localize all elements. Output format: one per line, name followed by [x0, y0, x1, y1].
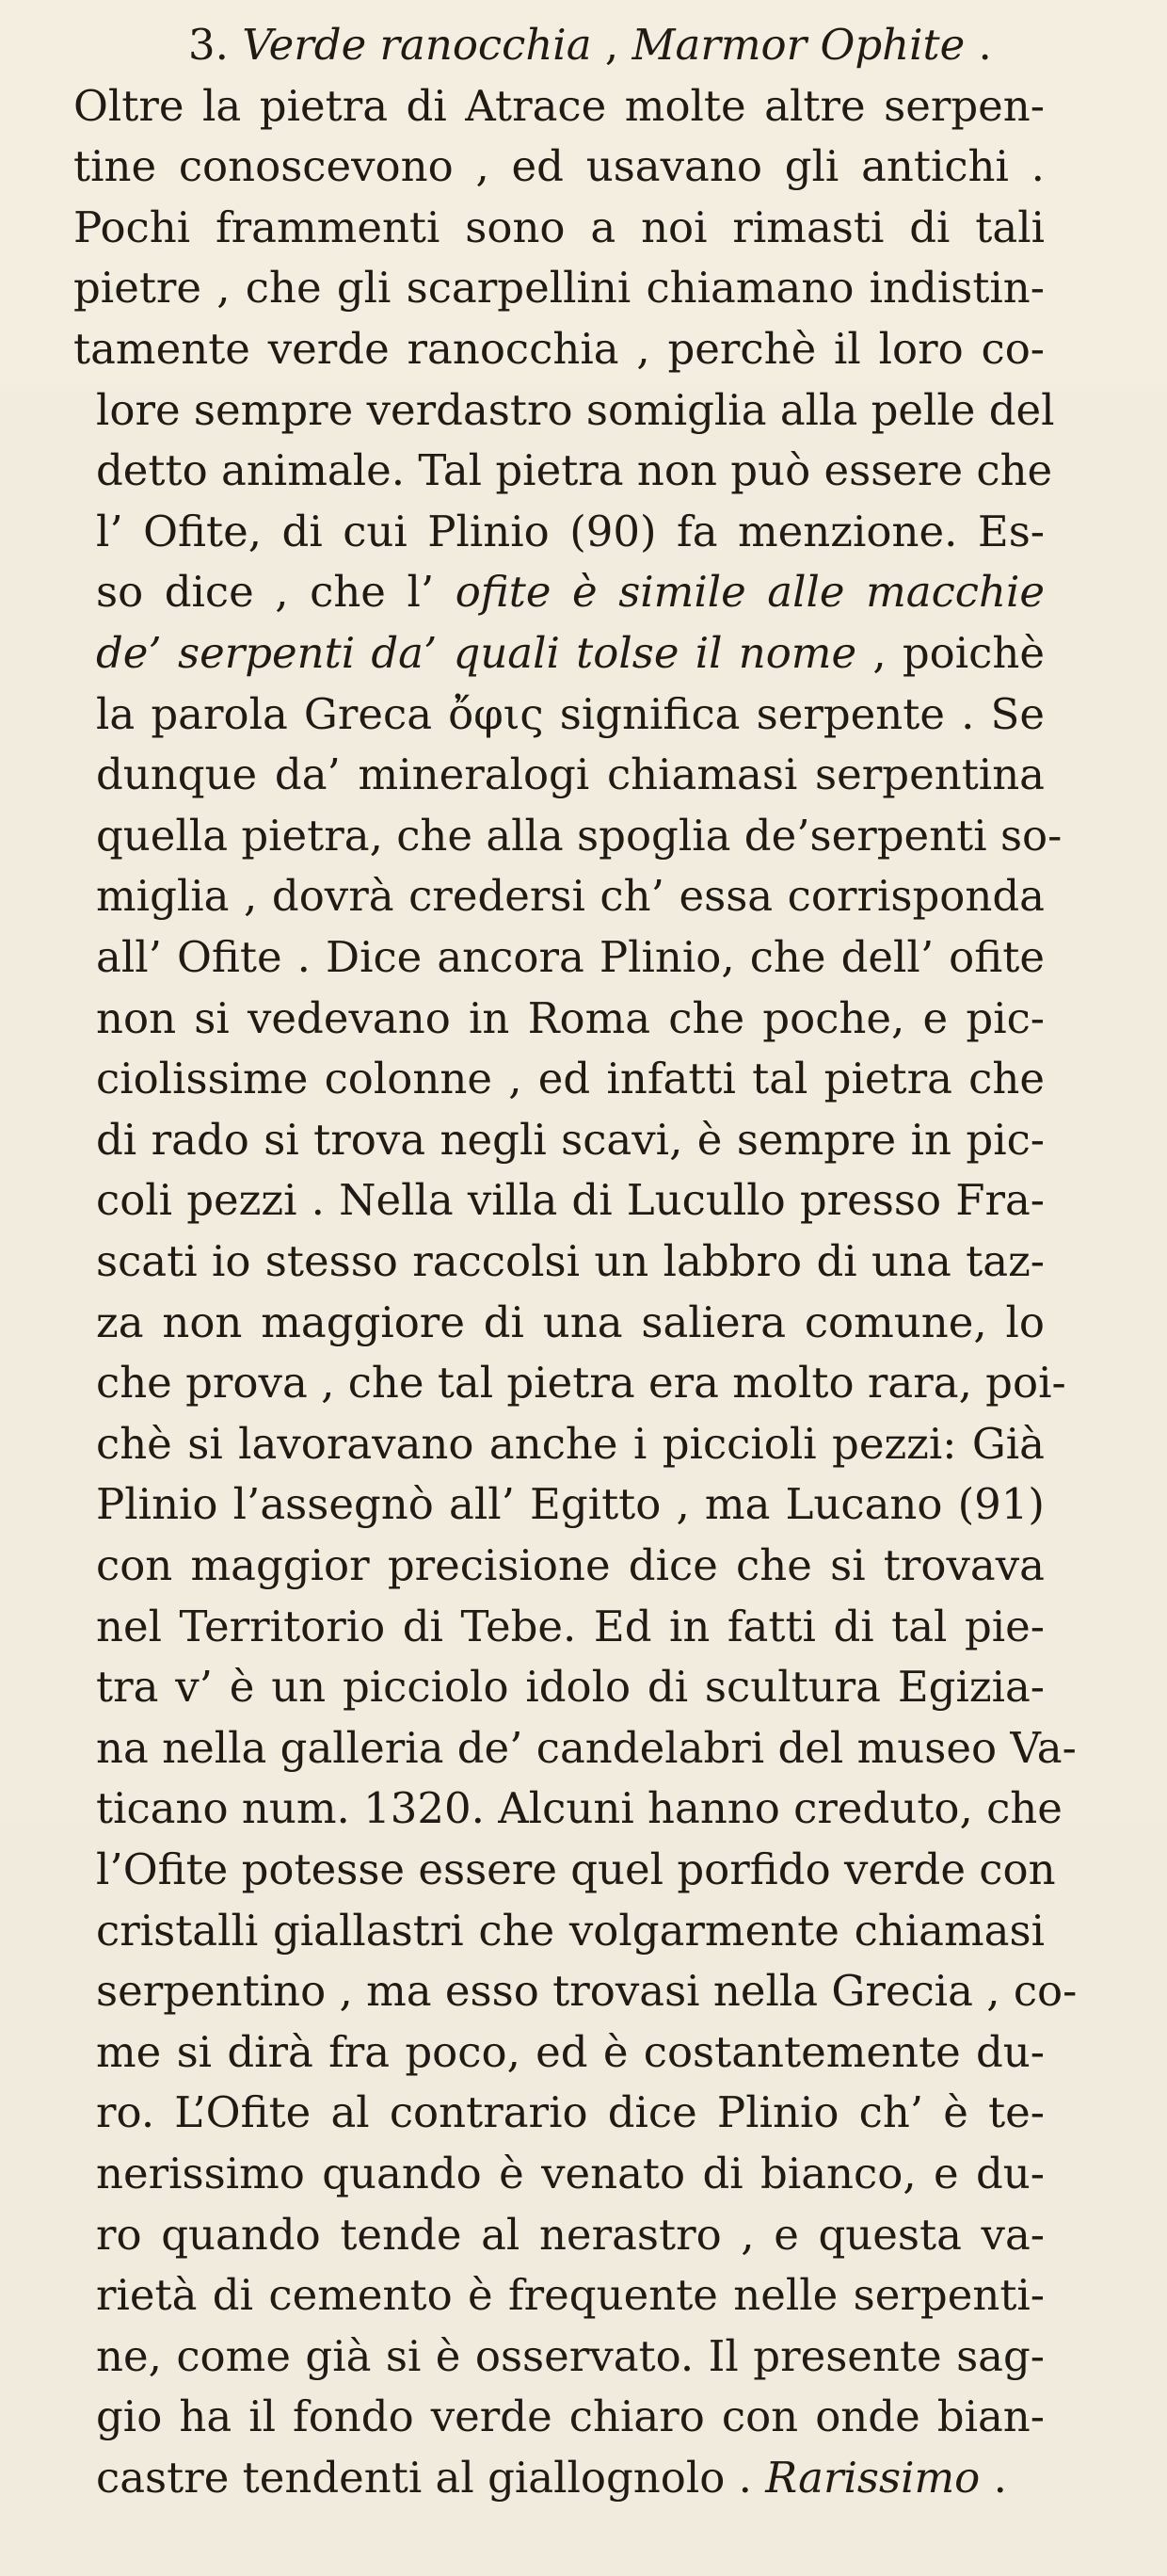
- text-span: , poichè: [856, 628, 1045, 678]
- italic-text: Marmor Ophite: [631, 20, 966, 70]
- text-span: non si vedevano in Roma che poche, e pic-: [96, 992, 1045, 1043]
- text-span: l’ Ofite, di cui Plinio (90) fa menzione. Es-: [96, 506, 1045, 556]
- text-line: [96, 1599, 1045, 1655]
- italic-text: Verde ranocchia: [242, 20, 592, 70]
- text-span: gio ha il fondo verde chiaro con onde bian-: [96, 2391, 1045, 2442]
- text-span: ticano num. 1320. Alcuni hanno creduto, che: [96, 1783, 1063, 1834]
- text-line: [96, 808, 1063, 864]
- text-line: [96, 1538, 1045, 1594]
- text-span: Pochi frammenti sono a noi rimasti di tali: [73, 201, 1045, 252]
- text-span: Oltre la pietra di Atrace molte altre serpen-: [73, 80, 1045, 131]
- text-line: [73, 200, 1045, 256]
- text-span: chè si lavoravano anche i piccioli pezzi: Già: [96, 1418, 1045, 1469]
- text-span: quella pietra, che alla spoglia de’serpenti so-: [96, 810, 1063, 861]
- text-span: serpentino , ma esso trovasi nella Grecia , co-: [96, 1966, 1078, 2017]
- text-line: [96, 2389, 1045, 2445]
- text-span: scati io stesso raccolsi un labbro di una taz-: [96, 1236, 1045, 1286]
- text-line: [96, 2328, 1045, 2385]
- text-span: ,: [591, 20, 632, 70]
- text-span: miglia , dovrà credersi ch’ essa corrisponda: [96, 871, 1045, 922]
- text-line: [96, 443, 1053, 499]
- text-line: [96, 1476, 1045, 1533]
- text-line: [96, 2146, 1045, 2202]
- text-span: ne, come già si è osservato. Il presente sag-: [96, 2330, 1045, 2381]
- text-line: [73, 78, 1045, 135]
- text-line: [96, 2207, 1045, 2263]
- text-line: [96, 625, 1045, 682]
- text-line: [96, 1233, 1045, 1290]
- text-line: [96, 2024, 1045, 2081]
- text-span: Plinio l’assegnò all’ Egitto , ma Lucano (91): [96, 1479, 1045, 1530]
- text-line: [96, 2267, 1045, 2324]
- text-line: [96, 1659, 1045, 1715]
- text-span: con maggior precisione dice che si trovava: [96, 1540, 1045, 1590]
- text-span: rietà di cemento è frequente nelle serpenti-: [96, 2270, 1045, 2321]
- text-span: nerissimo quando è venato di bianco, e du-: [96, 2149, 1045, 2198]
- text-line: [96, 1295, 1045, 1351]
- text-line: [96, 1903, 1045, 1959]
- text-line: [96, 1416, 1045, 1473]
- text-line: [96, 504, 1045, 560]
- text-line: [96, 990, 1045, 1047]
- text-span: la parola Greca ὄφις significa serpente . Se: [96, 688, 1045, 739]
- text-span: dunque da’ mineralogi chiamasi serpentina: [96, 749, 1045, 800]
- text-span: 3.: [188, 20, 243, 70]
- text-line: [96, 1963, 1078, 2020]
- text-span: me si dirà fra poco, ed è costantemente du-: [96, 2026, 1045, 2077]
- text-line: [73, 321, 1045, 378]
- italic-text: Rarissimo: [765, 2453, 981, 2503]
- text-span: za non maggiore di una saliera comune, lo: [96, 1296, 1045, 1347]
- text-span: di rado si trova negli scavi, è sempre in pic-: [96, 1114, 1045, 1165]
- text-line: [96, 868, 1045, 925]
- text-line: [96, 1780, 1063, 1837]
- text-span: ciolissime colonne , ed infatti tal pietra che: [96, 1054, 1045, 1104]
- text-span: l’Ofite potesse essere quel porfido verde con: [96, 1844, 1056, 1894]
- text-span: che prova , che tal pietra era molto rara, poi-: [96, 1358, 1066, 1409]
- text-span: ro. L’Ofite al contrario dice Plinio ch’ è te-: [96, 2087, 1045, 2138]
- text-line: [96, 382, 1055, 439]
- text-span: ro quando tende al nerastro , e questa va-: [96, 2209, 1045, 2260]
- text-line: [96, 747, 1045, 803]
- text-line: [96, 1842, 1056, 1898]
- text-line: [188, 17, 1159, 73]
- text-span: .: [980, 2453, 1007, 2503]
- text-span: castre tendenti al giallognolo .: [96, 2453, 766, 2503]
- text-line: [96, 929, 1045, 986]
- text-line: [96, 2450, 1045, 2506]
- text-span: coli pezzi . Nella villa di Lucullo presso Fra-: [96, 1175, 1045, 1226]
- text-line: [73, 260, 1045, 316]
- text-span: detto animale. Tal pietra non può essere che: [96, 445, 1053, 496]
- text-line: [96, 564, 1045, 620]
- text-line: [96, 1172, 1045, 1229]
- italic-text: de’ serpenti da’ quali tolse il nome: [96, 628, 857, 678]
- text-line: [96, 1051, 1045, 1107]
- text-line: [96, 1720, 1077, 1777]
- italic-text: ofite è simile alle macchie: [455, 567, 1045, 618]
- text-line: [73, 138, 1045, 195]
- text-line: [96, 1355, 1066, 1411]
- text-span: tine conoscevono , ed usavano gli antichi .: [73, 141, 1045, 192]
- text-span: all’ Ofite . Dice ancora Plinio, che dell’ ofite: [96, 932, 1045, 982]
- text-span: .: [965, 20, 992, 70]
- text-span: cristalli giallastri che volgarmente chiamasi: [96, 1905, 1045, 1956]
- text-line: [96, 686, 1045, 743]
- text-span: nel Territorio di Tebe. Ed in fatti di tal pie-: [96, 1601, 1045, 1651]
- text-line: [96, 1112, 1045, 1168]
- text-span: na nella galleria de’ candelabri del museo Va-: [96, 1722, 1077, 1773]
- text-span: tamente verde ranocchia , perchè il loro co-: [73, 324, 1045, 374]
- text-span: tra v’ è un picciolo idolo di scultura Egizia-: [96, 1662, 1045, 1713]
- text-span: lore sempre verdastro somiglia alla pelle del: [96, 384, 1055, 435]
- text-span: pietre , che gli scarpellini chiamano indistin-: [73, 263, 1045, 314]
- text-line: [96, 2085, 1045, 2141]
- text-span: so dice , che l’: [96, 567, 456, 618]
